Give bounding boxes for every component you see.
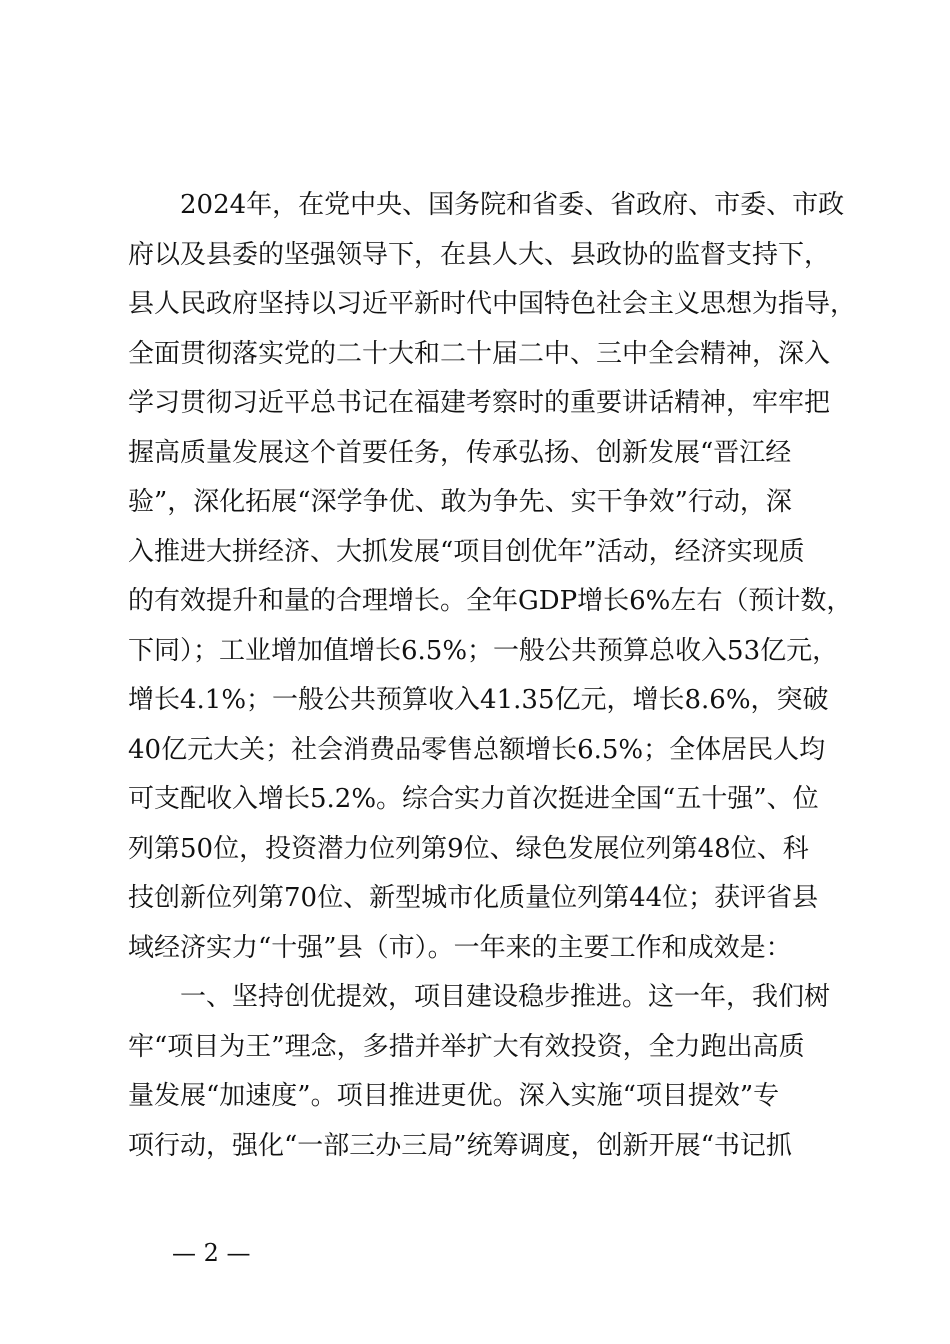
text-line: 县人民政府坚持以习近平新时代中国特色社会主义思想为指导， — [128, 289, 857, 319]
text-line: 列第50位，投资潜力位列第9位、绿色发展位列第48位、科 — [128, 833, 809, 864]
text-line: 域经济实力“十强”县（市）。一年来的主要工作和成效是： — [128, 932, 792, 963]
text-line: 一、坚持创优提效，项目建设稳步推进。这一年，我们树 — [128, 982, 831, 1012]
text-line: 项行动，强化“一部三办三局”统筹调度，创新开展“书记抓 — [128, 1130, 792, 1161]
text-line: 增长4.1%；一般公共预算收入41.35亿元，增长8.6%，突破 — [128, 685, 829, 715]
text-line: 技创新位列第70位、新型城市化质量位列第44位；获评省县 — [128, 883, 819, 913]
page-number: — 2 — — [172, 1239, 251, 1267]
text-line: 牢“项目为王”理念，多措并举扩大有效投资，全力跑出高质 — [128, 1031, 805, 1062]
text-line: 量发展“加速度”。项目推进更优。深入实施“项目提效”专 — [128, 1081, 780, 1111]
text-line: 学习贯彻习近平总书记在福建考察时的重要讲话精神，牢牢把 — [128, 388, 831, 418]
text-line: 全面贯彻落实党的二十大和二十届二中、三中全会精神，深入 — [128, 338, 831, 369]
text-line: 40亿元大关；社会消费品零售总额增长6.5%；全体居民人均 — [128, 734, 826, 765]
text-line: 验”，深化拓展“深学争优、敢为争先、实干争效”行动，深 — [128, 487, 792, 517]
text-line: 可支配收入增长5.2%。综合实力首次挺进全国“五十强”、位 — [128, 784, 819, 814]
text-line: 下同）；工业增加值增长6.5%；一般公共预算总收入53亿元， — [128, 635, 839, 666]
text-line: 2024年，在党中央、国务院和省委、省政府、市委、市政 — [128, 190, 845, 220]
body-text — [128, 181, 863, 1171]
text-line: 入推进大拼经济、大抓发展“项目创优年”活动，经济实现质 — [128, 536, 805, 567]
text-line: 的有效提升和量的合理增长。全年GDP增长6%左右（预计数， — [128, 586, 853, 616]
text-line: 握高质量发展这个首要任务，传承弘扬、创新发展“晋江经 — [128, 437, 792, 468]
text-line: 府以及县委的坚强领导下，在县人大、县政协的监督支持下， — [128, 239, 831, 270]
